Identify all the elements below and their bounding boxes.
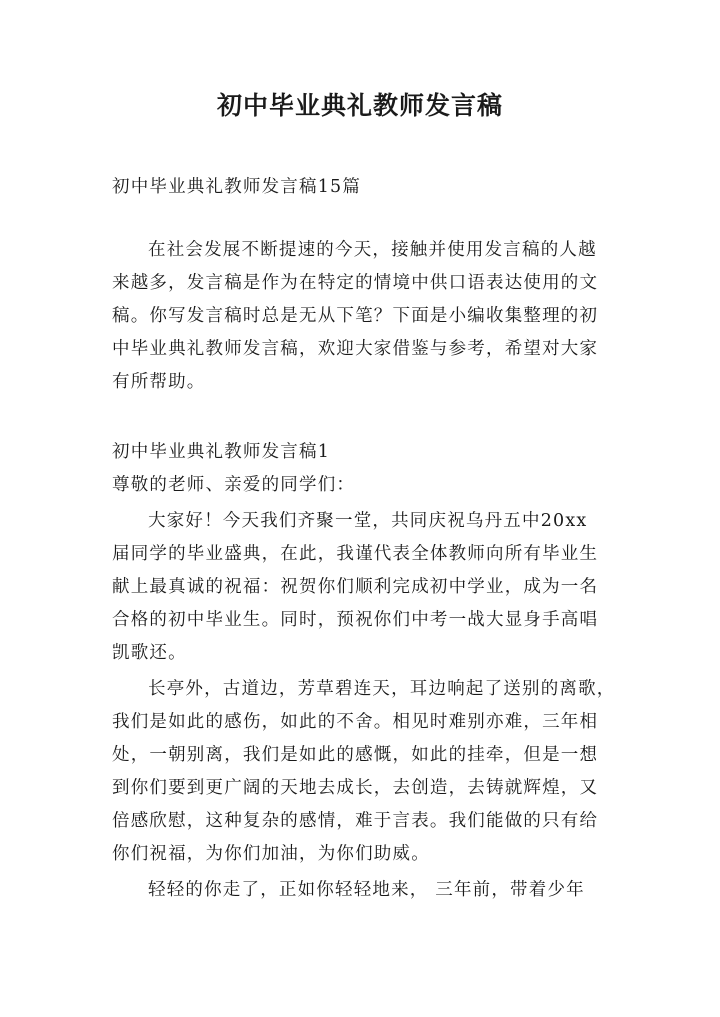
paragraph-line: 到你们要到更广阔的天地去成长，去创造，去铸就辉煌，又 <box>112 778 599 798</box>
section-heading: 初中毕业典礼教师发言稿1 <box>112 442 331 462</box>
greeting: 尊敬的老师、亲爱的同学们： <box>112 475 356 495</box>
paragraph-line: 倍感欣慰，这种复杂的感情，难于言表。我们能做的只有给 <box>112 811 599 831</box>
paragraph-line: 凯歌还。 <box>112 643 187 663</box>
paragraph-line: 我们是如此的感伤，如此的不舍。相见时难别亦难，三年相 <box>112 712 599 732</box>
paragraph-line: 长亭外，古道边，芳草碧连天，耳边响起了送别的离歌， <box>148 679 616 699</box>
paragraph-line: 合格的初中毕业生。同时，预祝你们中考一战大显身手高唱 <box>112 610 599 630</box>
intro-line: 稿。你写发言稿时总是无从下笔？下面是小编收集整理的初 <box>112 306 599 326</box>
paragraph-line: 大家好！今天我们齐聚一堂，共同庆祝乌丹五中20xx <box>148 511 588 531</box>
subtitle: 初中毕业典礼教师发言稿15篇 <box>112 177 362 197</box>
paragraph-line: 轻轻的你走了，正如你轻轻地来， 三年前，带着少年 <box>148 880 585 900</box>
intro-line: 有所帮助。 <box>112 372 206 392</box>
intro-line: 来越多，发言稿是作为在特定的情境中供口语表达使用的文 <box>112 273 599 293</box>
paragraph-line: 届同学的毕业盛典，在此，我谨代表全体教师向所有毕业生 <box>112 544 599 564</box>
paragraph-line: 献上最真诚的祝福：祝贺你们顺利完成初中学业，成为一名 <box>112 577 599 597</box>
intro-line: 在社会发展不断提速的今天，接触并使用发言稿的人越 <box>148 240 597 260</box>
paragraph-line: 你们祝福，为你们加油，为你们助威。 <box>112 844 430 864</box>
paragraph-line: 处，一朝别离，我们是如此的感慨，如此的挂牵，但是一想 <box>112 745 599 765</box>
intro-line: 中毕业典礼教师发言稿，欢迎大家借鉴与参考，希望对大家 <box>112 339 599 359</box>
document-title: 初中毕业典礼教师发言稿 <box>216 91 503 120</box>
